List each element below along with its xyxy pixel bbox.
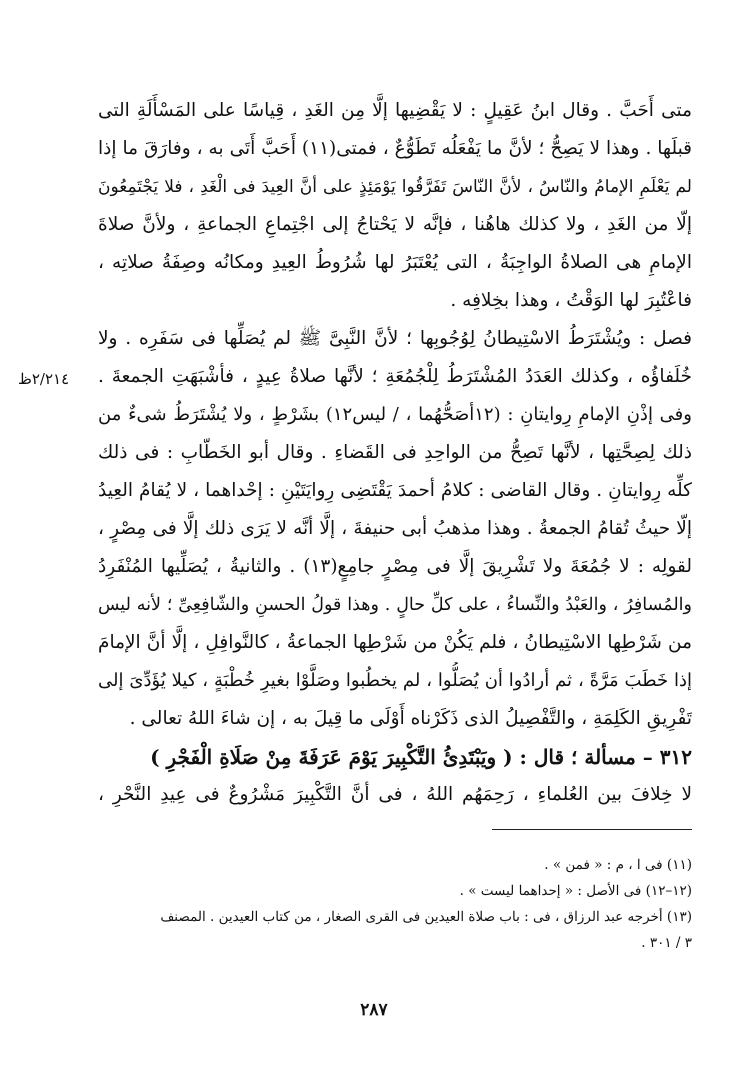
text-line-9: وفى إذْنِ الإمامِ رِوايتانِ : (١٢أصَحُّهُما ، / ليس١٢) بشَرْطٍ ، ولا يُشْتَرَطُ شىءٌ من bbox=[98, 404, 692, 425]
text-line-8: خُلَفاؤُه ، وكذلك العَدَدُ المُشْتَرَطُ لِلْجُمُعَةِ ؛ لأنَّها صلاةُ عِيدٍ ، فأشْبَهَتِ الجمعةَ . bbox=[98, 366, 692, 387]
footnote-12: (١٢–١٢) فى الأصل : « إحداهما ليست » . bbox=[459, 883, 692, 899]
text-line-16: إذا خَطَبَ مَرَّةً ، ثم أرادُوا أن يُصَلُّوا ، لم يخطُبوا وصَلَّوْا بغيرِ خُطْبَةٍ ، كيلا يُؤَدِّىَ إلى bbox=[98, 670, 692, 691]
text-line-10: ذلك لِصِحَّتِها ، لأنَّها تَصِحُّ من الواحِدِ فى القَضاءِ . وقال أبو الخَطّابِ : فى ذلك bbox=[98, 442, 692, 463]
text-line-4: إلّا من الغَدِ ، ولا كذلك هاهُنا ، فإنَّه لا يَحْتاجُ إلى اجْتِماعِ الجماعةِ ، ولأنَّ صلاةَ bbox=[98, 214, 692, 235]
footnote-separator bbox=[492, 829, 692, 830]
text-line-5: الإمامِ هى الصلاةُ الواجِبَةُ ، التى يُعْتَبَرُ لها شُرُوطُ العِيدِ ومكانُه وصِفَةُ صلاتِه ، bbox=[98, 252, 692, 273]
text-line-15: من شَرْطِها الاسْتِيطانُ ، فلم يَكُنْ من شَرْطِها الجماعةُ ، كالنَّوافِلِ ، إلَّا أنَّ الإمامَ bbox=[98, 632, 692, 653]
footnote-13: (١٣) أخرجه عبد الرزاق ، فى : باب صلاة العيدين فى القرى الصغار ، من كتاب العيدين . المصنف bbox=[160, 909, 692, 925]
text-line-6: فاعْتُبِرَ لها الوَقْتُ ، وهذا بخِلافِه . bbox=[450, 290, 692, 311]
margin-folio-note: ٢/٢١٤ظ bbox=[18, 370, 70, 388]
text-line-14: والمُسافِرُ ، والعَبْدُ والنِّساءُ ، على كلِّ حالٍ . وهذا قولُ الحسنِ والشّافِعِىِّ ؛ لأنه ليس bbox=[98, 595, 692, 615]
text-line-3: لم يَعْلَمِ الإمامُ والنّاسُ ، لأنَّ النّاسَ تَفَرَّقُوا يَوْمَئِذٍ على أنَّ العِيدَ فى الْغَدِ ، فلا يَجْتَمِعُونَ bbox=[98, 177, 692, 197]
text-line-19: لا خِلافَ بين العُلماءِ ، رَحِمَهُم اللهُ ، فى أنَّ التَّكْبِيرَ مَشْرُوعٌ فى عِيدِ النَّحْرِ ، bbox=[98, 784, 692, 805]
masala-heading: ٣١٢ – مسألة ؛ قال : ( ويَبْتَدِئُ التَّكْبِيرَ يَوْمَ عَرَفَةَ مِنْ صَلَاةِ الْفَجْرِ ) bbox=[150, 745, 692, 769]
text-line-12: إلّا حيثُ تُقامُ الجمعةُ . وهذا مذهبُ أبى حنيفةَ ، إلَّا أنَّه لا يَرَى ذلك إلَّا فى مِصْرٍ ، bbox=[98, 518, 692, 539]
text-line-1: متى أَحَبَّ . وقال ابنُ عَقِيلٍ : لا يَقْضِيها إلَّا مِن الغَدِ ، قِياسًا على المَسْأَلَةِ التى bbox=[98, 100, 692, 121]
text-line-13: لقولِه : لا جُمُعَةَ ولا تَشْرِيقَ إلَّا فى مِصْرٍ جامِعٍ(١٣) . والثانيةُ ، يُصَلِّيها المُنْفَرِدُ bbox=[98, 556, 692, 577]
page-number: ٢٨٧ bbox=[360, 1000, 388, 1020]
main-text bbox=[98, 92, 692, 814]
text-line-17: تَفْرِيقِ الكَلِمَةِ ، والتَّفْصِيلُ الذى ذَكَرْناه أَوْلَى ما قِيلَ به ، إن شاءَ اللهُ تعالى . bbox=[129, 708, 692, 729]
text-line-2: قبلَها . وهذا لا يَصِحُّ ؛ لأنَّ ما يَفْعَلُه تَطَوُّعٌ ، فمتى(١١) أَحَبَّ أَتَى به ، وفارَقَ ما إذا bbox=[98, 138, 692, 159]
text-line-7-fasl: فصل : ويُشْتَرَطُ الاسْتِيطانُ لِوُجُوبِها ؛ لأنَّ النَّبِىَّ ﷺ لم يُصَلِّها فى سَفَرِه . ولا bbox=[98, 328, 692, 349]
footnote-13-continued: ٣ / ٣٠١ . bbox=[641, 935, 692, 951]
footnote-11: (١١) فى ا ، م : « فمن » . bbox=[544, 857, 692, 873]
footnotes bbox=[98, 852, 692, 956]
text-line-11: كلِّه رِوايتانِ . وقال القاضى : كلامُ أحمدَ يَقْتَضِى رِوايَتَيْنِ : إحْداهما ، لا يُقامُ العِيدُ bbox=[98, 480, 692, 501]
